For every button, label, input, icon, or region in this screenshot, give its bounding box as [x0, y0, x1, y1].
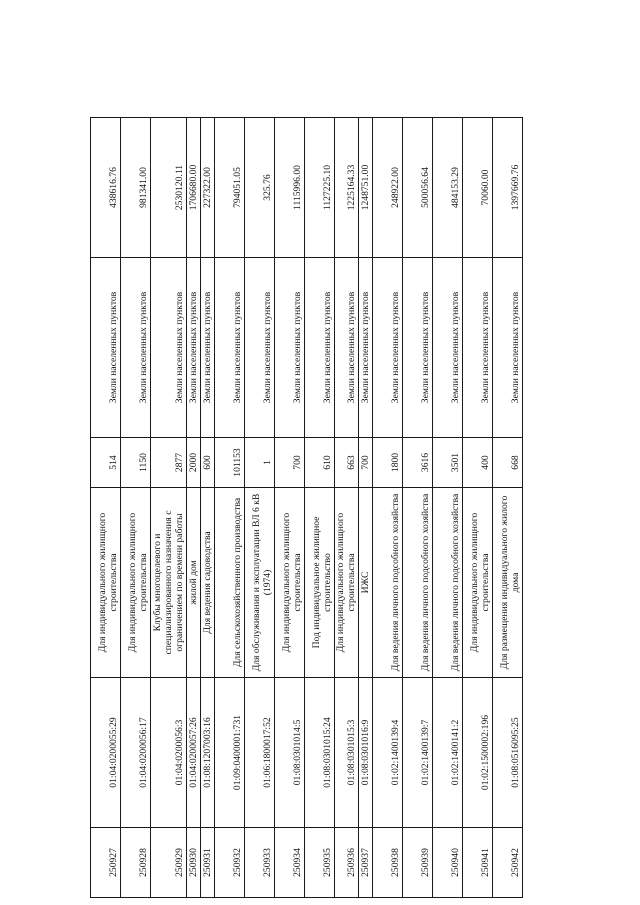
- table-row: [245, 118, 275, 898]
- table-body: [91, 118, 523, 898]
- permitted-use-cell: Для ведения личного подсобного хозяйства: [433, 488, 463, 678]
- area-cell: 3616: [403, 438, 433, 488]
- cadastral-value-cell: 438616.76: [91, 118, 121, 258]
- land-category-cell: Земли населенных пунктов: [493, 258, 523, 438]
- permitted-use-cell: Для индивидуального жилищного строительства: [121, 488, 151, 678]
- permitted-use-cell: Для индивидуального жилищного строительства: [463, 488, 493, 678]
- area-cell: 2877: [151, 438, 187, 488]
- cadastral-value-cell: 248922.00: [373, 118, 403, 258]
- land-category-cell: Земли населенных пунктов: [403, 258, 433, 438]
- table-row: [187, 118, 201, 898]
- area-cell: 668: [493, 438, 523, 488]
- land-category-cell: Земли населенных пунктов: [373, 258, 403, 438]
- record-number-cell: 250936: [335, 828, 359, 898]
- cadastral-number-cell: 01:08:0301014:5: [275, 678, 305, 828]
- cadastral-value-cell: 500056.64: [403, 118, 433, 258]
- cadastral-value-cell: 1225164.33: [335, 118, 359, 258]
- cadastral-value-cell: 325.76: [245, 118, 275, 258]
- table-row: [91, 118, 121, 898]
- area-cell: 1150: [121, 438, 151, 488]
- land-category-cell: Земли населенных пунктов: [433, 258, 463, 438]
- cadastral-number-cell: 01:02:1400139:7: [403, 678, 433, 828]
- permitted-use-cell: Для обслуживания и эксплуатации ВЛ 6 кВ (1974): [245, 488, 275, 678]
- cadastral-number-cell: 01:02:1400139:4: [373, 678, 403, 828]
- cadastral-number-cell: 01:04:0200057:26: [187, 678, 201, 828]
- cadastral-value-cell: 227322.00: [201, 118, 215, 258]
- cadastral-number-cell: 01:04:0200055:29: [91, 678, 121, 828]
- land-category-cell: Земли населенных пунктов: [215, 258, 245, 438]
- table-row: [335, 118, 359, 898]
- record-number-cell: 250928: [121, 828, 151, 898]
- area-cell: 600: [201, 438, 215, 488]
- table-row: [215, 118, 245, 898]
- table-row: [463, 118, 493, 898]
- table-row: [373, 118, 403, 898]
- record-number-cell: 250933: [245, 828, 275, 898]
- record-number-cell: 250927: [91, 828, 121, 898]
- land-category-cell: Земли населенных пунктов: [187, 258, 201, 438]
- record-number-cell: 250930: [187, 828, 201, 898]
- table-row: [275, 118, 305, 898]
- area-cell: 700: [359, 438, 373, 488]
- area-cell: 700: [275, 438, 305, 488]
- rotated-page-content: [90, 118, 522, 898]
- permitted-use-cell: Для размещения индивидуального жилого дома: [493, 488, 523, 678]
- land-category-cell: Земли населенных пунктов: [463, 258, 493, 438]
- cadastral-value-cell: 70060.00: [463, 118, 493, 258]
- land-category-cell: Земли населенных пунктов: [151, 258, 187, 438]
- cadastral-number-cell: 01:04:0200056:3: [151, 678, 187, 828]
- area-cell: 1800: [373, 438, 403, 488]
- cadastral-number-cell: 01:02:1400141:2: [433, 678, 463, 828]
- cadastral-number-cell: 01:04:0200056:17: [121, 678, 151, 828]
- cadastral-value-cell: 1397669.76: [493, 118, 523, 258]
- land-category-cell: Земли населенных пунктов: [245, 258, 275, 438]
- record-number-cell: 250929: [151, 828, 187, 898]
- permitted-use-cell: Для индивидуального жилищного строительства: [335, 488, 359, 678]
- table-row: [201, 118, 215, 898]
- record-number-cell: 250937: [359, 828, 373, 898]
- area-cell: 400: [463, 438, 493, 488]
- record-number-cell: 250932: [215, 828, 245, 898]
- area-cell: 663: [335, 438, 359, 488]
- cadastral-value-cell: 1248751.00: [359, 118, 373, 258]
- cadastral-number-cell: 01:02:1500002:196: [463, 678, 493, 828]
- table-row: [121, 118, 151, 898]
- land-parcel-table: [90, 117, 523, 898]
- land-category-cell: Земли населенных пунктов: [359, 258, 373, 438]
- cadastral-value-cell: 1127225.10: [305, 118, 335, 258]
- area-cell: 101153: [215, 438, 245, 488]
- cadastral-number-cell: 01:08:0301015:3: [335, 678, 359, 828]
- cadastral-value-cell: 794051.05: [215, 118, 245, 258]
- permitted-use-cell: Для сельскохозяйственного производства: [215, 488, 245, 678]
- record-number-cell: 250939: [403, 828, 433, 898]
- table-row: [151, 118, 187, 898]
- area-cell: 514: [91, 438, 121, 488]
- record-number-cell: 250938: [373, 828, 403, 898]
- cadastral-number-cell: 01:08:0301016:9: [359, 678, 373, 828]
- permitted-use-cell: жилой дом: [187, 488, 201, 678]
- table-row: [359, 118, 373, 898]
- permitted-use-cell: Для ведения личного подсобного хозяйства: [403, 488, 433, 678]
- cadastral-value-cell: 981341.00: [121, 118, 151, 258]
- area-cell: 3501: [433, 438, 463, 488]
- record-number-cell: 250940: [433, 828, 463, 898]
- cadastral-value-cell: 1706680.00: [187, 118, 201, 258]
- table-row: [433, 118, 463, 898]
- record-number-cell: 250934: [275, 828, 305, 898]
- land-category-cell: Земли населенных пунктов: [305, 258, 335, 438]
- land-category-cell: Земли населенных пунктов: [91, 258, 121, 438]
- cadastral-value-cell: 2530120.11: [151, 118, 187, 258]
- record-number-cell: 250942: [493, 828, 523, 898]
- permitted-use-cell: Для ведения садоводства: [201, 488, 215, 678]
- table-row: [305, 118, 335, 898]
- record-number-cell: 250931: [201, 828, 215, 898]
- land-category-cell: Земли населенных пунктов: [335, 258, 359, 438]
- permitted-use-cell: Клубы многоцелевого и специализированного назначения с ограничением по времени работы: [151, 488, 187, 678]
- cadastral-value-cell: 484153.29: [433, 118, 463, 258]
- land-category-cell: Земли населенных пунктов: [201, 258, 215, 438]
- record-number-cell: 250941: [463, 828, 493, 898]
- permitted-use-cell: Для индивидуального жилищного строительства: [91, 488, 121, 678]
- table-row: [493, 118, 523, 898]
- cadastral-number-cell: 01:08:0301015:24: [305, 678, 335, 828]
- permitted-use-cell: Для индивидуального жилищного строительства: [275, 488, 305, 678]
- cadastral-number-cell: 01:08:1207003:16: [201, 678, 215, 828]
- cadastral-value-cell: 1115996.00: [275, 118, 305, 258]
- permitted-use-cell: Под индивидуальное жилищное строительство: [305, 488, 335, 678]
- cadastral-number-cell: 01:09:0400001:731: [215, 678, 245, 828]
- area-cell: 2000: [187, 438, 201, 488]
- land-category-cell: Земли населенных пунктов: [275, 258, 305, 438]
- record-number-cell: 250935: [305, 828, 335, 898]
- permitted-use-cell: Для ведения личного подсобного хозяйства: [373, 488, 403, 678]
- land-category-cell: Земли населенных пунктов: [121, 258, 151, 438]
- table-row: [403, 118, 433, 898]
- cadastral-number-cell: 01:06:1800017:52: [245, 678, 275, 828]
- area-cell: 610: [305, 438, 335, 488]
- permitted-use-cell: ИЖС: [359, 488, 373, 678]
- area-cell: 1: [245, 438, 275, 488]
- cadastral-number-cell: 01:08:0516095:25: [493, 678, 523, 828]
